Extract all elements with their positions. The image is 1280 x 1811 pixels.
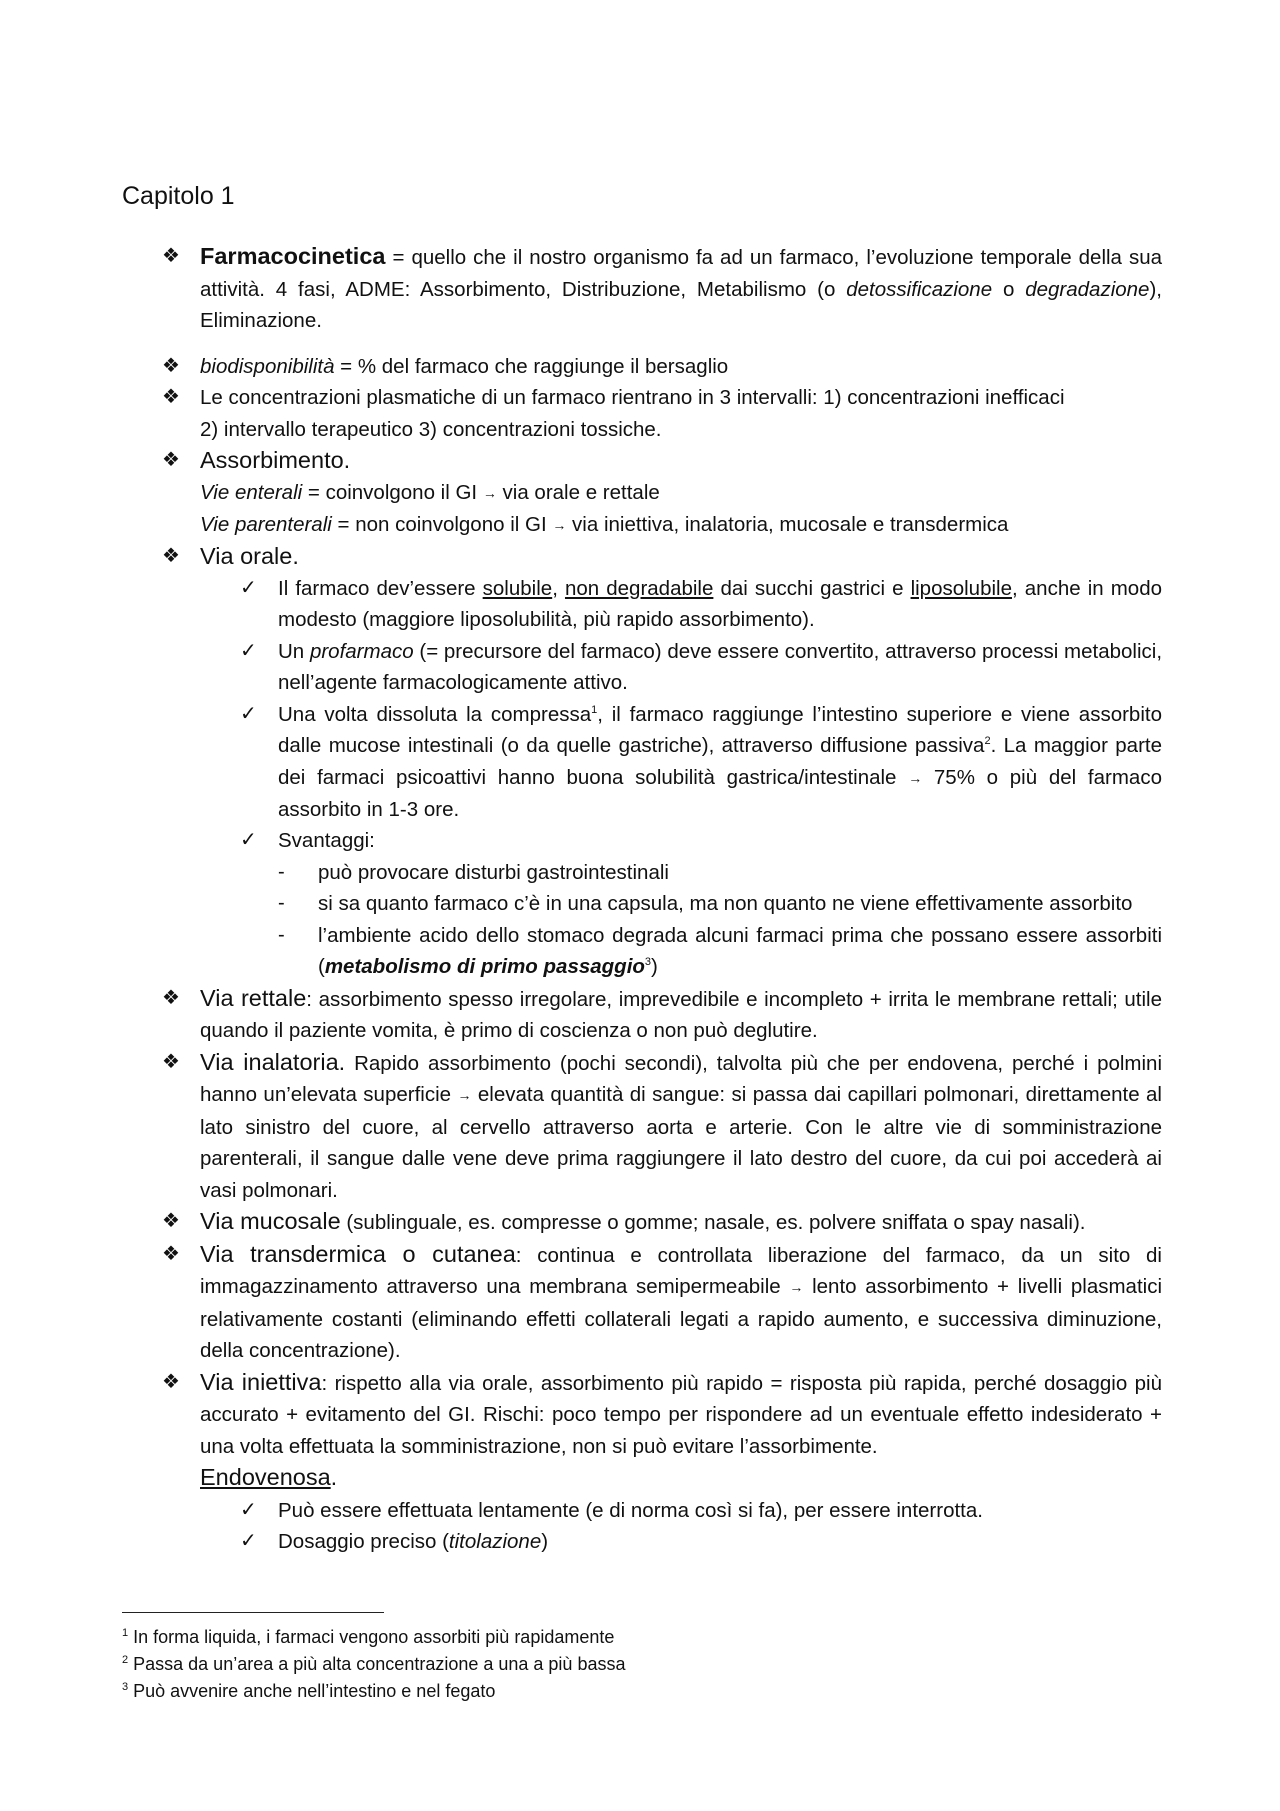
dash-icon: - [278, 860, 285, 883]
text: o [992, 277, 1026, 301]
bullet-via-inalatoria [162, 1047, 1162, 1206]
text: . La maggior parte dei farmaci psicoattivi hanno buona solubilità gastrica/intestinale [278, 734, 1162, 789]
bullet-via-orale [162, 541, 1162, 983]
dash-item [278, 888, 1162, 920]
heading-via-mucosale: Via mucosale [200, 1208, 341, 1235]
bold-italic-term: metabolismo di primo passaggio [324, 955, 645, 979]
footnote-number: 1 [122, 1627, 129, 1639]
heading-via-orale: Via orale. [200, 543, 299, 570]
main-bullet-list [162, 241, 1162, 1558]
diamond-bullet-icon: ❖ [162, 354, 180, 377]
dash-icon: - [278, 923, 285, 946]
text: Il farmaco dev’essere [278, 576, 483, 600]
italic-term: profarmaco [309, 639, 414, 663]
text: , [552, 576, 565, 600]
text: l’ambiente acido dello stomaco degrada alcuni farmaci prima che possano essere assorbiti ( [318, 923, 1162, 979]
text: = non coinvolgono il GI [331, 512, 553, 536]
diamond-bullet-icon: ❖ [162, 449, 180, 471]
footnote-separator [122, 1612, 384, 1613]
heading-via-rettale: Via rettale [200, 984, 307, 1011]
check-item-solubile [240, 573, 1162, 636]
text: 2) intervallo terapeutico 3) concentrazioni tossiche. [200, 417, 662, 441]
text: : continua e controllata liberazione del farmaco, da un sito di immagazzinamento attraverso una membrana semipermeabile [200, 1243, 1162, 1299]
diamond-bullet-icon: ❖ [162, 245, 180, 267]
diamond-bullet-icon: ❖ [162, 1050, 180, 1073]
bullet-farmacocinetica [162, 241, 1162, 337]
dash-icon: - [278, 892, 285, 915]
diamond-bullet-icon: ❖ [162, 545, 180, 568]
check-icon: ✓ [240, 576, 257, 599]
bullet-biodisponibilita [162, 351, 1162, 383]
term-biodisponibilita: biodisponibilità [200, 354, 335, 378]
text: . [330, 1464, 338, 1491]
footnote-3 [122, 1678, 625, 1705]
check-item-profarmaco [240, 636, 1162, 699]
heading-assorbimento: Assorbimento. [200, 447, 351, 473]
arrow-icon: → [552, 516, 567, 533]
footnote-number: 3 [122, 1681, 129, 1693]
check-icon: ✓ [240, 1498, 257, 1521]
vie-enterali-line [200, 477, 1162, 509]
italic-term: detossificazione [846, 277, 993, 301]
bullet-via-transdermica [162, 1239, 1162, 1367]
text: 75% o più del farmaco assorbito in 1-3 ore. [278, 765, 1162, 821]
footnote-1 [122, 1624, 625, 1651]
italic-term: degradazione [1025, 277, 1150, 301]
underlined-heading: Endovenosa [200, 1464, 331, 1491]
bullet-assorbimento [162, 445, 1162, 541]
text: (sublinguale, es. compresse o gomme; nasale, es. polvere sniffata o spay nasali). [340, 1211, 1086, 1235]
dash-item [278, 857, 1162, 889]
chapter-title: Capitolo 1 [122, 182, 235, 210]
text: Dosaggio preciso ( [278, 1530, 449, 1554]
check-item-lentamente [240, 1495, 1162, 1527]
heading-via-iniettiva: Via iniettiva [200, 1368, 322, 1395]
check-item-dosaggio [240, 1526, 1162, 1558]
text: = % del farmaco che raggiunge il bersaglio [334, 354, 729, 378]
vie-parenterali-line [200, 509, 1162, 541]
footnote-ref[interactable]: 1 [591, 703, 598, 716]
text: può provocare disturbi gastrointestinali [318, 860, 669, 884]
bullet-concentrazioni [162, 382, 1162, 445]
endovenosa-heading [200, 1462, 1162, 1495]
text: elevata quantità di sangue: si passa dai capillari polmonari, direttamente al lato sinistro del cuore, al cervello attraverso aorta e arterie. Con le altre vie di somministrazione parenterali, il sangue dalle vene deve prima raggiungere il lato destro del cuore, da cui poi accederà ai vasi polmonari. [200, 1083, 1162, 1202]
footnote-number: 2 [122, 1654, 129, 1666]
dash-item [278, 920, 1162, 983]
text: via orale e rettale [496, 480, 660, 504]
text: , il farmaco raggiunge l’intestino superiore e viene assorbito dalle mucose intestinali (o da quelle gastriche), attraverso diffusione passiva [278, 702, 1162, 758]
check-icon: ✓ [240, 702, 257, 725]
footnote-text: Passa da un’area a più alta concentrazione a una a più bassa [128, 1654, 626, 1674]
italic-term: titolazione [448, 1530, 542, 1554]
footnote-ref[interactable]: 3 [644, 956, 652, 969]
text: Rapido assorbimento (pochi secondi), talvolta più che per endovena, perché i polmini hanno un’elevata superficie [200, 1051, 1163, 1107]
footnote-text: Può avvenire anche nell’intestino e nel fegato [128, 1681, 496, 1701]
bullet-via-mucosale [162, 1206, 1162, 1239]
text: lento assorbimento + livelli plasmatici relativamente costanti (eliminando effetti collaterali legati a rapido aumento, e successiva diminuzione, della concentrazione). [200, 1275, 1163, 1363]
footnote-2 [122, 1651, 625, 1678]
text: Una volta dissoluta la compressa [278, 702, 592, 726]
bullet-via-iniettiva [162, 1367, 1162, 1558]
check-icon: ✓ [240, 1530, 257, 1553]
heading-via-transdermica: Via transdermica o cutanea [200, 1240, 516, 1267]
text: Può essere effettuata lentamente (e di norma così si fa), per essere interrotta. [278, 1498, 983, 1522]
text: Un [278, 639, 310, 663]
check-item-svantaggi [240, 825, 1162, 983]
arrow-icon: → [789, 1279, 804, 1296]
via-orale-checklist [200, 573, 1162, 983]
check-item-compressa [240, 699, 1162, 826]
term-farmacocinetica: Farmacocinetica [200, 243, 386, 269]
svantaggi-label: Svantaggi: [278, 829, 375, 853]
arrow-icon: → [457, 1087, 472, 1104]
endovenosa-checklist [200, 1495, 1162, 1558]
check-icon: ✓ [240, 639, 257, 662]
underlined-term: non degradabile [564, 576, 714, 600]
diamond-bullet-icon: ❖ [162, 1242, 180, 1265]
arrow-icon: → [482, 484, 497, 501]
diamond-bullet-icon: ❖ [162, 1210, 180, 1233]
text: = coinvolgono il GI [302, 480, 483, 504]
diamond-bullet-icon: ❖ [162, 1370, 180, 1393]
footnote-ref[interactable]: 2 [984, 735, 991, 748]
text: (= precursore del farmaco) deve essere convertito, attraverso processi metabolici, nell’agente farmacologicamente attivo. [278, 639, 1163, 695]
heading-via-inalatoria: Via inalatoria. [200, 1048, 346, 1075]
text: dai succhi gastrici e [713, 576, 911, 600]
text: Le concentrazioni plasmatiche di un farmaco rientrano in 3 intervalli: 1) concentrazioni inefficaci [200, 386, 1065, 409]
diamond-bullet-icon: ❖ [162, 986, 180, 1009]
text: = quello che il nostro organismo fa ad un farmaco, l’evoluzione temporale della sua attività. 4 fasi, ADME: Assorbimento, Distribuzione, Metabilismo (o [200, 246, 1162, 301]
text: : rispetto alla via orale, assorbimento più rapido = risposta più rapida, perché dosaggio più accurato + evitamento del GI. Rischi: poco tempo per rispondere ad un eventuale effetto indesiderato + una volta effettuata la somministrazione, non si può evitare l’assorbimente. [200, 1371, 1162, 1458]
text: : assorbimento spesso irregolare, imprevedibile e incompleto + irrita le membrane rettali; utile quando il paziente vomita, è primo di coscienza o non può deglutire. [200, 987, 1162, 1043]
arrow-icon: → [908, 769, 923, 786]
footnote-text: In forma liquida, i farmaci vengono assorbiti più rapidamente [128, 1627, 615, 1647]
text: ) [541, 1530, 549, 1554]
text: ), Eliminazione. [200, 277, 1162, 332]
text: , anche in modo modesto (maggiore liposolubilità, più rapido assorbimento). [278, 576, 1163, 632]
text: via iniettiva, inalatoria, mucosale e transdermica [566, 512, 1009, 536]
italic-term: Vie parenterali [200, 512, 332, 536]
underlined-term: liposolubile [910, 576, 1012, 600]
footnotes [122, 1624, 625, 1705]
underlined-term: solubile [482, 576, 553, 600]
bullet-via-rettale [162, 983, 1162, 1047]
text: si sa quanto farmaco c’è in una capsula, ma non quanto ne viene effettivamente assorbito [318, 892, 1133, 916]
check-icon: ✓ [240, 829, 257, 852]
italic-term: Vie enterali [200, 480, 303, 504]
diamond-bullet-icon: ❖ [162, 386, 180, 408]
text: ) [651, 955, 658, 979]
